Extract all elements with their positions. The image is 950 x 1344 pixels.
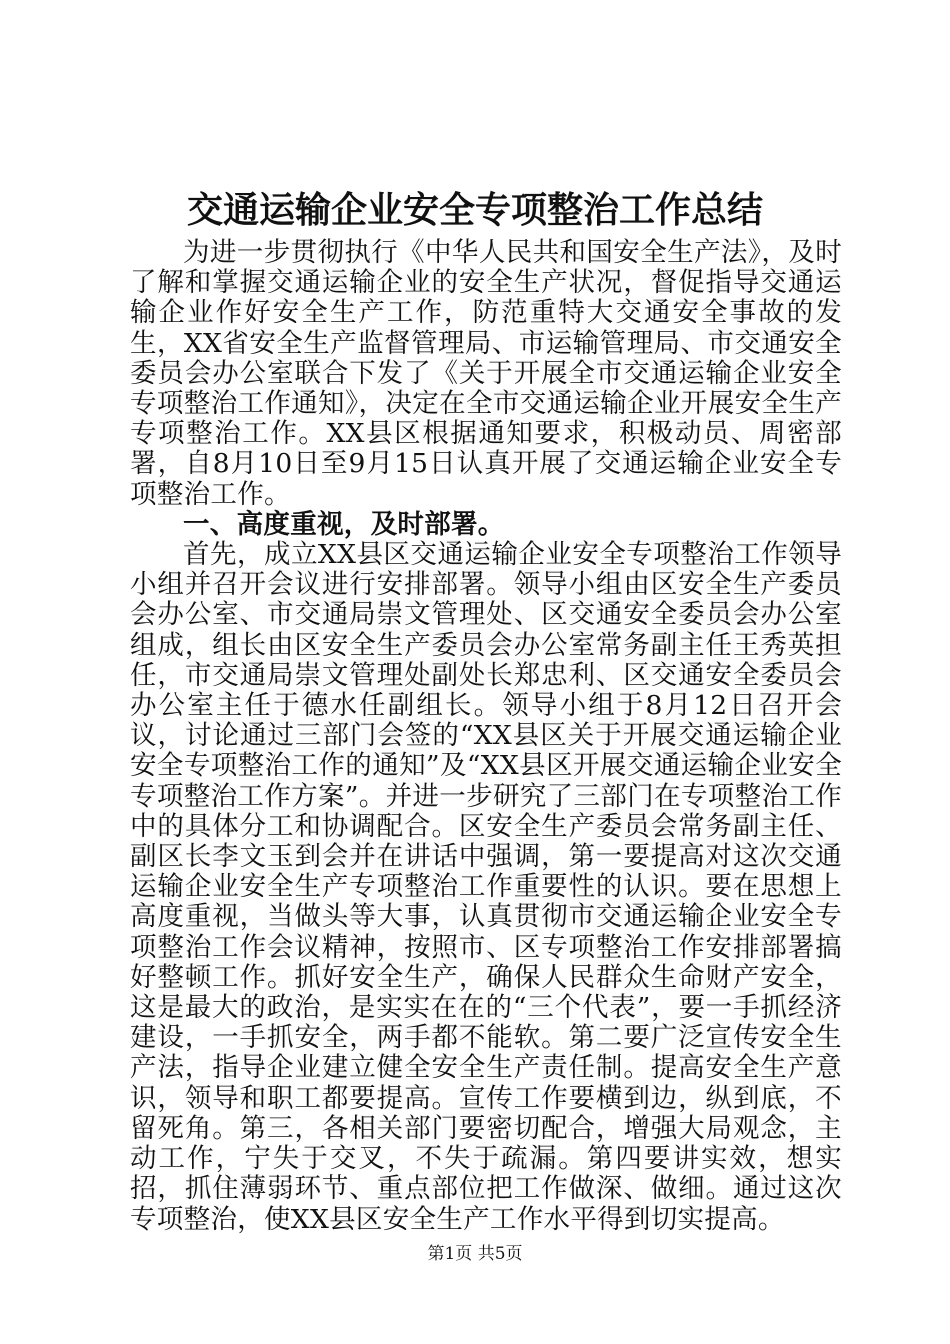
section-1-paragraph: 首先，成立XX县区交通运输企业安全专项整治工作领导小组并召开会议进行安排部署。领导小组由区安全生产委员会办公室、市交通局崇文管理处、区交通安全委员会办公室组成，组长由区安全生产委员会办公室常务副主任王秀英担任，市交通局崇文管理处副处长郑忠利、区交通安全委员会办公室主任于德水任副组长。领导小组于8月12日召开会议，讨论通过三部门会签的“XX县区关于开展交通运输企业安全专项整治工作的通知”及“XX县区开展交通运输企业安全专项整治工作方案”。并进一步研究了三部门在专项整治工作中的具体分工和协调配合。区安全生产委员会常务副主任、副区长李文玉到会并在讲话中强调，第一要提高对这次交通运输企业安全生产专项整治工作重要性的认识。要在思想上高度重视，当做头等大事，认真贯彻市交通运输企业安全专项整治工作会议精神，按照市、区专项整治工作安排部署搞好整顿工作。抓好安全生产，确保人民群众生命财产安全，这是最大的政治，是实实在在的“三个代表”，要一手抓经济建设，一手抓安全，两手都不能软。第二要广泛宣传安全生产法，指导企业建立健全安全生产责任制。提高安全生产意识，领导和职工都要提高。宣传工作要横到边，纵到底，不留死角。第三，各相关部门要密切配合，增强大局观念，主动工作，宁失于交叉，不失于疏漏。第四要讲实效，想实招，抓住薄弱环节、重点部位把工作做深、做细。通过这次专项整治，使XX县区安全生产工作水平得到切实提高。 <box>130 539 842 1235</box>
document-body <box>130 238 842 1235</box>
document-title: 交通运输企业安全专项整治工作总结 <box>186 189 763 231</box>
intro-paragraph: 为进一步贯彻执行《中华人民共和国安全生产法》，及时了解和掌握交通运输企业的安全生产状况，督促指导交通运输企业作好安全生产工作，防范重特大交通安全事故的发生，XX省安全生产监督管理局、市运输管理局、市交通安全委员会办公室联合下发了《关于开展全市交通运输企业安全专项整治工作通知》，决定在全市交通运输企业开展安全生产专项整治工作。XX县区根据通知要求，积极动员、周密部署，自8月10日至9月15日认真开展了交通运输企业安全专项整治工作。 <box>130 237 842 510</box>
section-heading-1: 一、高度重视，及时部署。 <box>183 508 505 540</box>
page-footer: 第1页 共5页 <box>427 1244 523 1264</box>
